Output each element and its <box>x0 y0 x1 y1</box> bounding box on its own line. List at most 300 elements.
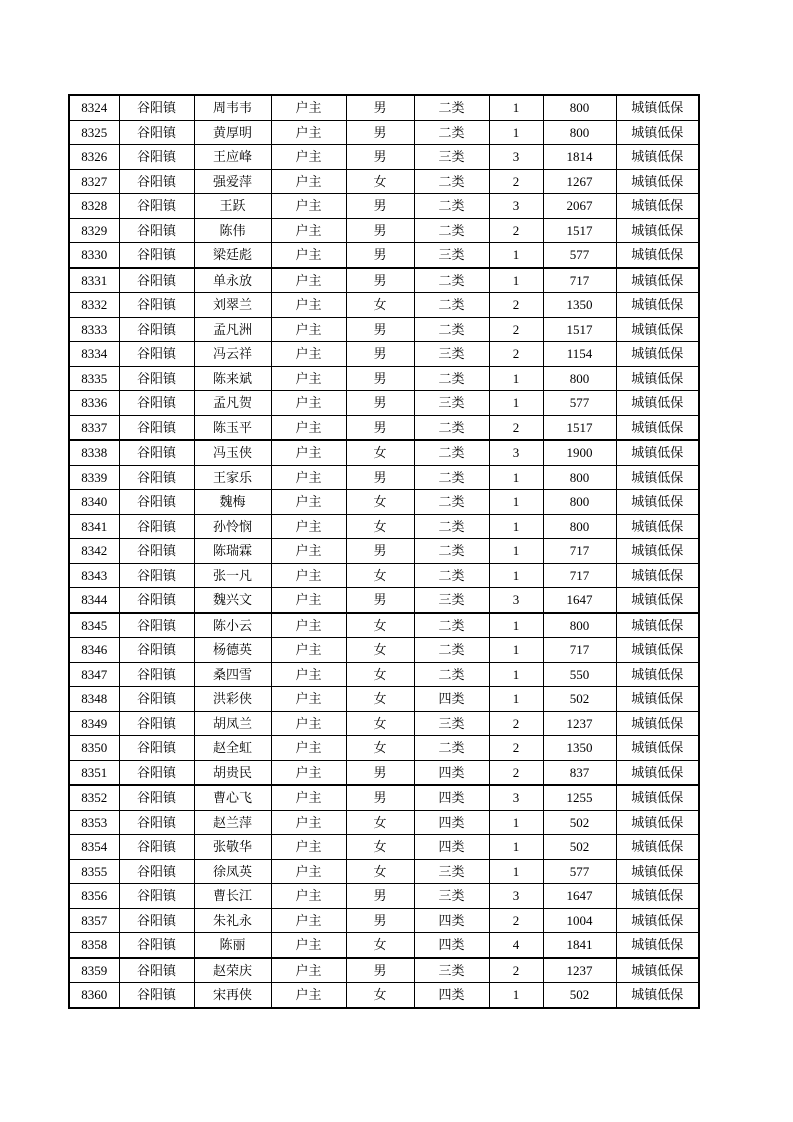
cell-household-count: 1 <box>489 465 543 490</box>
cell-relation: 户主 <box>271 95 346 120</box>
cell-town: 谷阳镇 <box>119 908 194 933</box>
cell-household-count: 1 <box>489 638 543 663</box>
table-row <box>69 440 699 465</box>
cell-amount: 2067 <box>543 194 616 219</box>
table-row <box>69 588 699 613</box>
cell-town: 谷阳镇 <box>119 835 194 860</box>
cell-town: 谷阳镇 <box>119 958 194 983</box>
cell-category: 四类 <box>414 687 489 712</box>
cell-town: 谷阳镇 <box>119 465 194 490</box>
cell-serial-number: 8326 <box>69 145 119 170</box>
cell-household-count: 2 <box>489 958 543 983</box>
cell-amount: 717 <box>543 563 616 588</box>
cell-name: 胡贵民 <box>194 760 271 785</box>
cell-gender: 女 <box>346 613 414 638</box>
cell-relation: 户主 <box>271 736 346 761</box>
cell-household-count: 1 <box>489 613 543 638</box>
cell-serial-number: 8353 <box>69 810 119 835</box>
cell-household-count: 1 <box>489 95 543 120</box>
cell-gender: 男 <box>346 884 414 909</box>
cell-amount: 800 <box>543 95 616 120</box>
cell-amount: 1350 <box>543 736 616 761</box>
cell-household-count: 1 <box>489 662 543 687</box>
cell-name: 单永放 <box>194 268 271 293</box>
cell-name: 魏梅 <box>194 490 271 515</box>
cell-name: 冯玉侠 <box>194 440 271 465</box>
cell-household-count: 2 <box>489 908 543 933</box>
cell-gender: 男 <box>346 958 414 983</box>
cell-relation: 户主 <box>271 514 346 539</box>
table-row <box>69 415 699 440</box>
cell-gender: 男 <box>346 539 414 564</box>
cell-serial-number: 8325 <box>69 120 119 145</box>
table-row <box>69 194 699 219</box>
cell-assistance-type: 城镇低保 <box>616 588 699 613</box>
cell-category: 四类 <box>414 810 489 835</box>
cell-assistance-type: 城镇低保 <box>616 293 699 318</box>
table-row <box>69 268 699 293</box>
cell-amount: 1841 <box>543 933 616 958</box>
cell-household-count: 2 <box>489 736 543 761</box>
cell-town: 谷阳镇 <box>119 243 194 268</box>
cell-gender: 女 <box>346 638 414 663</box>
cell-relation: 户主 <box>271 539 346 564</box>
cell-gender: 男 <box>346 120 414 145</box>
cell-town: 谷阳镇 <box>119 687 194 712</box>
cell-gender: 男 <box>346 145 414 170</box>
cell-relation: 户主 <box>271 785 346 810</box>
table-row <box>69 983 699 1008</box>
cell-town: 谷阳镇 <box>119 95 194 120</box>
cell-household-count: 3 <box>489 785 543 810</box>
cell-category: 二类 <box>414 539 489 564</box>
cell-amount: 550 <box>543 662 616 687</box>
cell-relation: 户主 <box>271 711 346 736</box>
cell-serial-number: 8335 <box>69 366 119 391</box>
cell-relation: 户主 <box>271 810 346 835</box>
cell-gender: 女 <box>346 563 414 588</box>
cell-assistance-type: 城镇低保 <box>616 958 699 983</box>
cell-assistance-type: 城镇低保 <box>616 490 699 515</box>
cell-amount: 1267 <box>543 169 616 194</box>
cell-category: 二类 <box>414 440 489 465</box>
cell-gender: 男 <box>346 268 414 293</box>
cell-amount: 1517 <box>543 415 616 440</box>
cell-gender: 男 <box>346 95 414 120</box>
cell-amount: 577 <box>543 391 616 416</box>
cell-town: 谷阳镇 <box>119 933 194 958</box>
cell-assistance-type: 城镇低保 <box>616 983 699 1008</box>
cell-category: 二类 <box>414 662 489 687</box>
cell-gender: 男 <box>346 218 414 243</box>
cell-category: 四类 <box>414 983 489 1008</box>
cell-relation: 户主 <box>271 662 346 687</box>
cell-relation: 户主 <box>271 933 346 958</box>
table-row <box>69 145 699 170</box>
cell-name: 胡凤兰 <box>194 711 271 736</box>
cell-town: 谷阳镇 <box>119 268 194 293</box>
cell-town: 谷阳镇 <box>119 415 194 440</box>
cell-serial-number: 8332 <box>69 293 119 318</box>
cell-category: 三类 <box>414 884 489 909</box>
cell-assistance-type: 城镇低保 <box>616 810 699 835</box>
cell-serial-number: 8324 <box>69 95 119 120</box>
cell-household-count: 1 <box>489 687 543 712</box>
table-row <box>69 933 699 958</box>
cell-assistance-type: 城镇低保 <box>616 859 699 884</box>
cell-assistance-type: 城镇低保 <box>616 415 699 440</box>
cell-gender: 男 <box>346 194 414 219</box>
cell-amount: 502 <box>543 687 616 712</box>
cell-category: 三类 <box>414 588 489 613</box>
cell-category: 三类 <box>414 958 489 983</box>
cell-serial-number: 8330 <box>69 243 119 268</box>
cell-assistance-type: 城镇低保 <box>616 218 699 243</box>
cell-category: 二类 <box>414 736 489 761</box>
cell-amount: 800 <box>543 465 616 490</box>
cell-gender: 女 <box>346 835 414 860</box>
cell-gender: 男 <box>346 366 414 391</box>
cell-household-count: 1 <box>489 859 543 884</box>
cell-amount: 1350 <box>543 293 616 318</box>
cell-household-count: 3 <box>489 588 543 613</box>
cell-category: 四类 <box>414 785 489 810</box>
cell-household-count: 4 <box>489 933 543 958</box>
cell-town: 谷阳镇 <box>119 983 194 1008</box>
cell-name: 陈伟 <box>194 218 271 243</box>
cell-category: 三类 <box>414 859 489 884</box>
cell-amount: 577 <box>543 859 616 884</box>
cell-name: 王跃 <box>194 194 271 219</box>
cell-serial-number: 8348 <box>69 687 119 712</box>
cell-town: 谷阳镇 <box>119 785 194 810</box>
cell-serial-number: 8339 <box>69 465 119 490</box>
cell-category: 四类 <box>414 835 489 860</box>
cell-town: 谷阳镇 <box>119 169 194 194</box>
cell-town: 谷阳镇 <box>119 810 194 835</box>
cell-gender: 女 <box>346 859 414 884</box>
cell-assistance-type: 城镇低保 <box>616 933 699 958</box>
cell-serial-number: 8338 <box>69 440 119 465</box>
cell-assistance-type: 城镇低保 <box>616 440 699 465</box>
cell-amount: 502 <box>543 835 616 860</box>
cell-amount: 502 <box>543 983 616 1008</box>
cell-assistance-type: 城镇低保 <box>616 884 699 909</box>
cell-name: 孙怜悯 <box>194 514 271 539</box>
table-row <box>69 218 699 243</box>
cell-town: 谷阳镇 <box>119 736 194 761</box>
cell-name: 黄厚明 <box>194 120 271 145</box>
cell-name: 曹长江 <box>194 884 271 909</box>
cell-town: 谷阳镇 <box>119 218 194 243</box>
table-row <box>69 859 699 884</box>
cell-name: 杨德英 <box>194 638 271 663</box>
cell-town: 谷阳镇 <box>119 760 194 785</box>
cell-name: 赵兰萍 <box>194 810 271 835</box>
cell-category: 二类 <box>414 169 489 194</box>
cell-gender: 男 <box>346 465 414 490</box>
cell-serial-number: 8349 <box>69 711 119 736</box>
cell-relation: 户主 <box>271 218 346 243</box>
cell-assistance-type: 城镇低保 <box>616 638 699 663</box>
cell-gender: 女 <box>346 169 414 194</box>
cell-town: 谷阳镇 <box>119 145 194 170</box>
cell-gender: 男 <box>346 391 414 416</box>
cell-category: 四类 <box>414 933 489 958</box>
cell-amount: 800 <box>543 613 616 638</box>
cell-town: 谷阳镇 <box>119 638 194 663</box>
cell-serial-number: 8359 <box>69 958 119 983</box>
table-row <box>69 958 699 983</box>
cell-serial-number: 8354 <box>69 835 119 860</box>
table-row <box>69 465 699 490</box>
cell-gender: 女 <box>346 490 414 515</box>
cell-relation: 户主 <box>271 391 346 416</box>
table-row <box>69 613 699 638</box>
cell-name: 王家乐 <box>194 465 271 490</box>
cell-name: 桑四雪 <box>194 662 271 687</box>
cell-town: 谷阳镇 <box>119 859 194 884</box>
cell-name: 张敬华 <box>194 835 271 860</box>
cell-gender: 女 <box>346 711 414 736</box>
table-row <box>69 662 699 687</box>
cell-serial-number: 8351 <box>69 760 119 785</box>
cell-relation: 户主 <box>271 317 346 342</box>
cell-relation: 户主 <box>271 835 346 860</box>
cell-household-count: 1 <box>489 810 543 835</box>
benefits-table <box>68 94 700 1009</box>
table-row <box>69 687 699 712</box>
cell-household-count: 1 <box>489 268 543 293</box>
cell-town: 谷阳镇 <box>119 194 194 219</box>
cell-town: 谷阳镇 <box>119 317 194 342</box>
cell-serial-number: 8356 <box>69 884 119 909</box>
cell-gender: 男 <box>346 588 414 613</box>
cell-name: 刘翠兰 <box>194 293 271 318</box>
cell-household-count: 1 <box>489 120 543 145</box>
cell-assistance-type: 城镇低保 <box>616 169 699 194</box>
cell-amount: 800 <box>543 490 616 515</box>
cell-assistance-type: 城镇低保 <box>616 95 699 120</box>
cell-town: 谷阳镇 <box>119 588 194 613</box>
cell-gender: 女 <box>346 514 414 539</box>
table-row <box>69 810 699 835</box>
cell-assistance-type: 城镇低保 <box>616 145 699 170</box>
table-row <box>69 95 699 120</box>
cell-category: 二类 <box>414 366 489 391</box>
cell-relation: 户主 <box>271 563 346 588</box>
cell-gender: 男 <box>346 415 414 440</box>
cell-serial-number: 8346 <box>69 638 119 663</box>
cell-town: 谷阳镇 <box>119 293 194 318</box>
cell-gender: 女 <box>346 293 414 318</box>
cell-amount: 800 <box>543 366 616 391</box>
cell-household-count: 2 <box>489 169 543 194</box>
cell-household-count: 1 <box>489 983 543 1008</box>
cell-assistance-type: 城镇低保 <box>616 760 699 785</box>
cell-gender: 女 <box>346 933 414 958</box>
cell-assistance-type: 城镇低保 <box>616 342 699 367</box>
table-row <box>69 884 699 909</box>
cell-serial-number: 8333 <box>69 317 119 342</box>
cell-amount: 577 <box>543 243 616 268</box>
cell-serial-number: 8331 <box>69 268 119 293</box>
cell-gender: 男 <box>346 317 414 342</box>
cell-town: 谷阳镇 <box>119 514 194 539</box>
cell-town: 谷阳镇 <box>119 342 194 367</box>
cell-relation: 户主 <box>271 440 346 465</box>
cell-name: 孟凡洲 <box>194 317 271 342</box>
cell-gender: 男 <box>346 342 414 367</box>
cell-town: 谷阳镇 <box>119 884 194 909</box>
table-row <box>69 785 699 810</box>
cell-category: 二类 <box>414 613 489 638</box>
cell-serial-number: 8334 <box>69 342 119 367</box>
cell-household-count: 1 <box>489 539 543 564</box>
cell-household-count: 2 <box>489 293 543 318</box>
cell-serial-number: 8355 <box>69 859 119 884</box>
cell-town: 谷阳镇 <box>119 366 194 391</box>
cell-name: 魏兴文 <box>194 588 271 613</box>
cell-name: 周韦韦 <box>194 95 271 120</box>
cell-serial-number: 8337 <box>69 415 119 440</box>
cell-category: 二类 <box>414 415 489 440</box>
cell-category: 二类 <box>414 514 489 539</box>
cell-household-count: 1 <box>489 490 543 515</box>
cell-assistance-type: 城镇低保 <box>616 366 699 391</box>
table-row <box>69 563 699 588</box>
table-row <box>69 366 699 391</box>
cell-relation: 户主 <box>271 293 346 318</box>
cell-assistance-type: 城镇低保 <box>616 563 699 588</box>
cell-assistance-type: 城镇低保 <box>616 736 699 761</box>
cell-serial-number: 8340 <box>69 490 119 515</box>
cell-relation: 户主 <box>271 490 346 515</box>
cell-household-count: 1 <box>489 563 543 588</box>
cell-category: 三类 <box>414 145 489 170</box>
cell-assistance-type: 城镇低保 <box>616 120 699 145</box>
cell-amount: 837 <box>543 760 616 785</box>
cell-relation: 户主 <box>271 145 346 170</box>
cell-amount: 1237 <box>543 711 616 736</box>
cell-name: 洪彩侠 <box>194 687 271 712</box>
cell-category: 三类 <box>414 342 489 367</box>
cell-assistance-type: 城镇低保 <box>616 243 699 268</box>
cell-amount: 717 <box>543 539 616 564</box>
cell-amount: 1154 <box>543 342 616 367</box>
cell-household-count: 2 <box>489 342 543 367</box>
cell-household-count: 3 <box>489 440 543 465</box>
cell-serial-number: 8329 <box>69 218 119 243</box>
cell-name: 强爱萍 <box>194 169 271 194</box>
cell-household-count: 1 <box>489 243 543 268</box>
cell-town: 谷阳镇 <box>119 440 194 465</box>
cell-relation: 户主 <box>271 366 346 391</box>
cell-household-count: 3 <box>489 884 543 909</box>
table-row <box>69 342 699 367</box>
cell-amount: 502 <box>543 810 616 835</box>
cell-household-count: 1 <box>489 366 543 391</box>
cell-gender: 女 <box>346 440 414 465</box>
cell-amount: 1647 <box>543 588 616 613</box>
cell-relation: 户主 <box>271 884 346 909</box>
cell-serial-number: 8352 <box>69 785 119 810</box>
cell-name: 陈丽 <box>194 933 271 958</box>
cell-name: 陈玉平 <box>194 415 271 440</box>
cell-amount: 717 <box>543 638 616 663</box>
cell-category: 二类 <box>414 268 489 293</box>
cell-category: 二类 <box>414 194 489 219</box>
cell-relation: 户主 <box>271 415 346 440</box>
cell-serial-number: 8341 <box>69 514 119 539</box>
cell-amount: 1647 <box>543 884 616 909</box>
cell-name: 曹心飞 <box>194 785 271 810</box>
cell-relation: 户主 <box>271 588 346 613</box>
cell-category: 三类 <box>414 391 489 416</box>
cell-assistance-type: 城镇低保 <box>616 539 699 564</box>
cell-assistance-type: 城镇低保 <box>616 908 699 933</box>
table-body <box>69 95 699 1008</box>
cell-name: 赵全虹 <box>194 736 271 761</box>
cell-name: 宋再侠 <box>194 983 271 1008</box>
cell-assistance-type: 城镇低保 <box>616 687 699 712</box>
cell-serial-number: 8345 <box>69 613 119 638</box>
cell-name: 梁廷彪 <box>194 243 271 268</box>
cell-town: 谷阳镇 <box>119 613 194 638</box>
cell-gender: 男 <box>346 243 414 268</box>
cell-assistance-type: 城镇低保 <box>616 785 699 810</box>
cell-assistance-type: 城镇低保 <box>616 613 699 638</box>
table-row <box>69 293 699 318</box>
cell-serial-number: 8336 <box>69 391 119 416</box>
cell-relation: 户主 <box>271 958 346 983</box>
cell-name: 陈来斌 <box>194 366 271 391</box>
cell-category: 三类 <box>414 243 489 268</box>
cell-relation: 户主 <box>271 342 346 367</box>
cell-household-count: 2 <box>489 415 543 440</box>
cell-amount: 717 <box>543 268 616 293</box>
cell-name: 张一凡 <box>194 563 271 588</box>
cell-town: 谷阳镇 <box>119 391 194 416</box>
cell-relation: 户主 <box>271 465 346 490</box>
cell-category: 四类 <box>414 908 489 933</box>
cell-name: 冯云祥 <box>194 342 271 367</box>
cell-amount: 1255 <box>543 785 616 810</box>
cell-assistance-type: 城镇低保 <box>616 194 699 219</box>
cell-name: 王应峰 <box>194 145 271 170</box>
cell-amount: 1517 <box>543 218 616 243</box>
cell-category: 二类 <box>414 465 489 490</box>
cell-amount: 800 <box>543 514 616 539</box>
table-row <box>69 760 699 785</box>
cell-name: 赵荣庆 <box>194 958 271 983</box>
cell-assistance-type: 城镇低保 <box>616 514 699 539</box>
cell-amount: 800 <box>543 120 616 145</box>
table-row <box>69 835 699 860</box>
table-row <box>69 514 699 539</box>
cell-household-count: 1 <box>489 835 543 860</box>
cell-serial-number: 8347 <box>69 662 119 687</box>
cell-category: 三类 <box>414 711 489 736</box>
cell-name: 孟凡贺 <box>194 391 271 416</box>
cell-name: 陈瑞霖 <box>194 539 271 564</box>
cell-category: 二类 <box>414 95 489 120</box>
cell-gender: 女 <box>346 983 414 1008</box>
cell-relation: 户主 <box>271 859 346 884</box>
cell-category: 二类 <box>414 317 489 342</box>
cell-serial-number: 8328 <box>69 194 119 219</box>
table-row <box>69 736 699 761</box>
